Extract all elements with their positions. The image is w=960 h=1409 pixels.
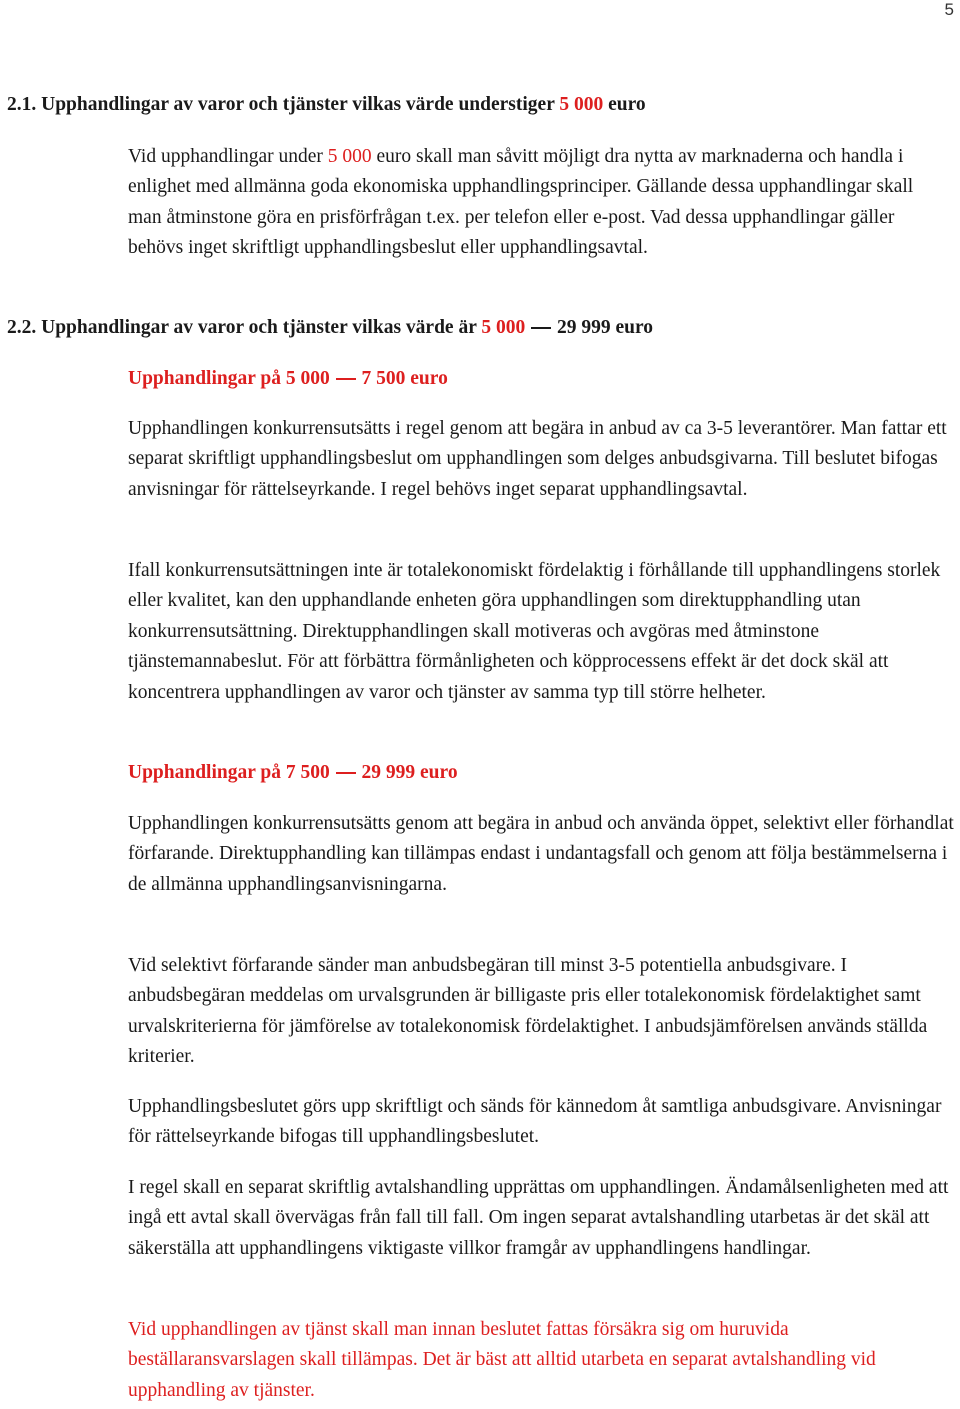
paragraph-sub1-1: Upphandlingen konkurrensutsätts i regel genom att begära in anbud av ca 3-5 leverantörer. Man fattar ett separat skriftligt upphandlingsbeslut om upphandlingen som delges anbudsgivarna. Till beslutet bifogas anvisningar för rättelseyrkande. I regel behövs inget separat upphandlingsavtal.: [128, 418, 947, 500]
paragraph-text: Vid upphandlingar under: [128, 146, 328, 167]
dash-icon: [335, 364, 357, 394]
subheading-7500-29999: [128, 758, 928, 788]
heading-suffix: euro: [603, 94, 646, 115]
paragraph-sub2-4: I regel skall en separat skriftlig avtalshandling upprättas om upphandlingen. Ändamålsenligheten med att ingå ett avtal skall övervägas från fall till fall. Om ingen separat avtalshandling utarbetas är det skäl att säkerställa att upphandlingens viktigaste villkor framgår av upphandlingens handlingar.: [128, 1177, 949, 1259]
heading-text: 2.1. Upphandlingar av varor och tjänster vilkas värde understiger: [7, 94, 560, 115]
subheading-5000-7500: [128, 364, 928, 394]
subheading-from: Upphandlingar på 5 000: [128, 368, 330, 389]
paragraph-note: Vid upphandlingen av tjänst skall man innan beslutet fattas försäkra sig om huruvida beställaransvarslagen skall tillämpas. Det är bäst att alltid utarbeta en separat avtalshandling vid upphandling av tjänster.: [128, 1319, 876, 1401]
section-heading-2-2: [7, 313, 947, 343]
heading-amount: 5 000: [481, 317, 526, 338]
paragraph-2-1: [128, 142, 928, 264]
heading-text: 2.2. Upphandlingar av varor och tjänster vilkas värde är: [7, 317, 482, 338]
dash-icon: [335, 758, 357, 788]
paragraph-sub1-2: Ifall konkurrensutsättningen inte är totalekonomiskt fördelaktig i förhållande till upphandlingens storlek eller kvalitet, kan den upphandlande enheten göra upphandlingen som direktupphandling utan konkurrensutsättning. Direktupphandlingen skall motiveras och avgöras med åtminstone tjänstemannabeslut. För att förbättra förmånligheten och köpprocessens effekt är det dock skäl att koncentrera upphandlingen av varor och tjänster av samma typ till större helheter.: [128, 560, 941, 703]
section-heading-2-1: [7, 90, 947, 120]
paragraph-sub2-1: Upphandlingen konkurrensutsätts genom att begära in anbud och använda öppet, selektivt eller förhandlat förfarande. Direktupphandling kan tillämpas endast i undantagsfall och genom att följa bestämmelserna i de allmänna upphandlingsanvisningarna.: [128, 813, 954, 895]
paragraph-amount: 5 000: [327, 146, 372, 167]
subheading-from: Upphandlingar på 7 500: [128, 762, 330, 783]
paragraph-sub2-3: Upphandlingsbeslutet görs upp skriftligt och sänds för kännedom åt samtliga anbudsgivare. Anvisningar för rättelseyrkande bifogas till upphandlingsbeslutet.: [128, 1096, 942, 1148]
heading-amount: 5 000: [559, 94, 604, 115]
subheading-to: 29 999 euro: [361, 762, 458, 783]
paragraph-text-rest: euro skall man såvitt möjligt dra nytta av marknaderna och handla i enlighet med allmänna goda ekonomiska upphandlingsprinciper. Gällande dessa upphandlingar skall man åtminstone göra en prisförfrågan t.ex. per telefon eller e-post. Vad dessa upphandlingar gäller behövs inget skriftligt upphandlingsbeslut eller upphandlingsavtal.: [128, 146, 914, 259]
heading-amount-to: 29 999 euro: [557, 317, 654, 338]
dash-icon: [530, 313, 552, 343]
subheading-to: 7 500 euro: [361, 368, 448, 389]
paragraph-sub2-2: Vid selektivt förfarande sänder man anbudsbegäran till minst 3-5 potentiella anbudsgivare. I anbudsbegäran meddelas om urvalsgrunden är billigaste pris eller totalekonomisk fördelaktighet samt urvalskriterierna för jämförelse av totalekonomisk fördelaktighet. I anbudsjämförelsen används ställda kriterier.: [128, 955, 928, 1068]
page-number: 5: [944, 0, 954, 19]
